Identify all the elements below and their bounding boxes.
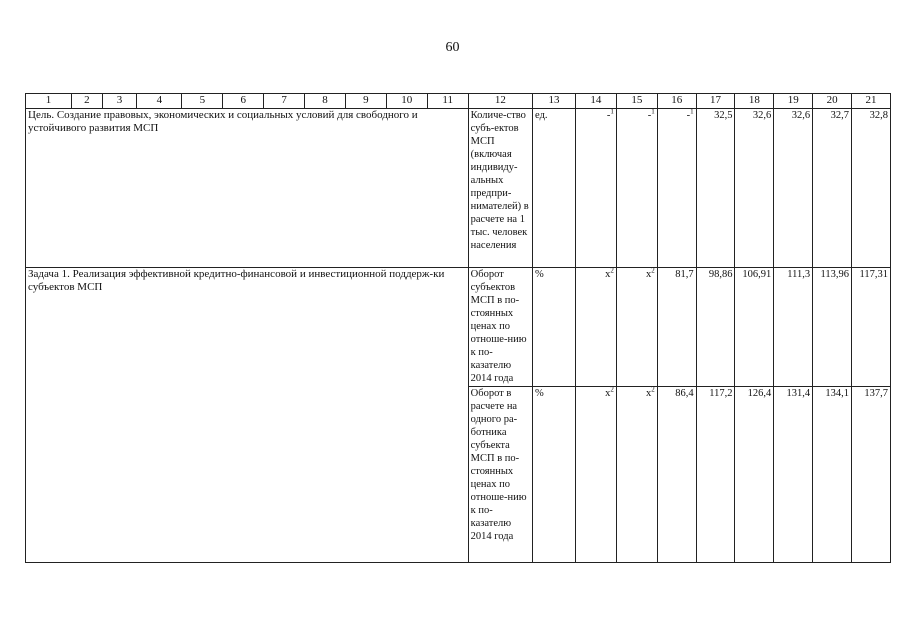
goal-text: Цель. Создание правовых, экономических и социальных условий для свободного и устойчивого развития МСП xyxy=(26,109,469,268)
col-header: 6 xyxy=(223,94,264,109)
col-header: 11 xyxy=(427,94,468,109)
col-header: 15 xyxy=(616,94,657,109)
value-cell: $x^2$ xyxy=(616,268,657,387)
table-row xyxy=(26,268,891,387)
value-cell: 32,7 xyxy=(813,109,852,268)
col-header: 12 xyxy=(468,94,532,109)
value-cell: 117,31 xyxy=(851,268,890,387)
value-cell: -$^1$ xyxy=(616,109,657,268)
col-header: 17 xyxy=(696,94,735,109)
value-cell: $x^2$ xyxy=(575,268,616,387)
col-header: 5 xyxy=(182,94,223,109)
table-row xyxy=(26,109,891,268)
value-cell: -$^1$ xyxy=(657,109,696,268)
value-cell: 106,91 xyxy=(735,268,774,387)
value-cell: 32,5 xyxy=(696,109,735,268)
col-header: 10 xyxy=(386,94,427,109)
header-row xyxy=(26,94,891,109)
value-cell: 86,4 xyxy=(657,387,696,563)
value-cell: $x^2$ xyxy=(616,387,657,563)
task-text: Задача 1. Реализация эффективной кредитно-финансовой и инвестиционной поддерж-ки субъектов МСП xyxy=(26,268,469,563)
value-cell: -$^1$ xyxy=(575,109,616,268)
indicator-name: Количе-ство субъ-ектов МСП (включая индивиду-альных предпри-нимателей) в расчете на 1 тыс. человек населения xyxy=(468,109,532,268)
col-header: 4 xyxy=(137,94,182,109)
value-cell: 32,6 xyxy=(774,109,813,268)
col-header: 18 xyxy=(735,94,774,109)
col-header: 2 xyxy=(72,94,103,109)
col-header: 8 xyxy=(305,94,346,109)
value-cell: $x^2$ xyxy=(575,387,616,563)
indicator-name: Оборот субъектов МСП в по-стоянных ценах по отноше-нию к по-казателю 2014 года xyxy=(468,268,532,387)
value-cell: 126,4 xyxy=(735,387,774,563)
col-header: 13 xyxy=(533,94,576,109)
value-cell: 111,3 xyxy=(774,268,813,387)
col-header: 14 xyxy=(575,94,616,109)
value-cell: 117,2 xyxy=(696,387,735,563)
col-header: 20 xyxy=(813,94,852,109)
col-header: 3 xyxy=(102,94,137,109)
col-header: 16 xyxy=(657,94,696,109)
value-cell: 113,96 xyxy=(813,268,852,387)
col-header: 9 xyxy=(345,94,386,109)
unit-cell: % xyxy=(533,387,576,563)
page-number: 60 xyxy=(445,40,460,55)
col-header: 19 xyxy=(774,94,813,109)
value-cell: 81,7 xyxy=(657,268,696,387)
value-cell: 32,6 xyxy=(735,109,774,268)
col-header: 1 xyxy=(26,94,72,109)
value-cell: 131,4 xyxy=(774,387,813,563)
value-cell: 134,1 xyxy=(813,387,852,563)
value-cell: 137,7 xyxy=(851,387,890,563)
unit-cell: ед. xyxy=(533,109,576,268)
col-header: 7 xyxy=(264,94,305,109)
value-cell: 32,8 xyxy=(851,109,890,268)
indicator-name: Оборот в расчете на одного ра-ботника субъекта МСП в по-стоянных ценах по отноше-нию к по-казателю 2014 года xyxy=(468,387,532,563)
unit-cell: % xyxy=(533,268,576,387)
value-cell: 98,86 xyxy=(696,268,735,387)
indicators-table xyxy=(25,93,891,563)
col-header: 21 xyxy=(851,94,890,109)
